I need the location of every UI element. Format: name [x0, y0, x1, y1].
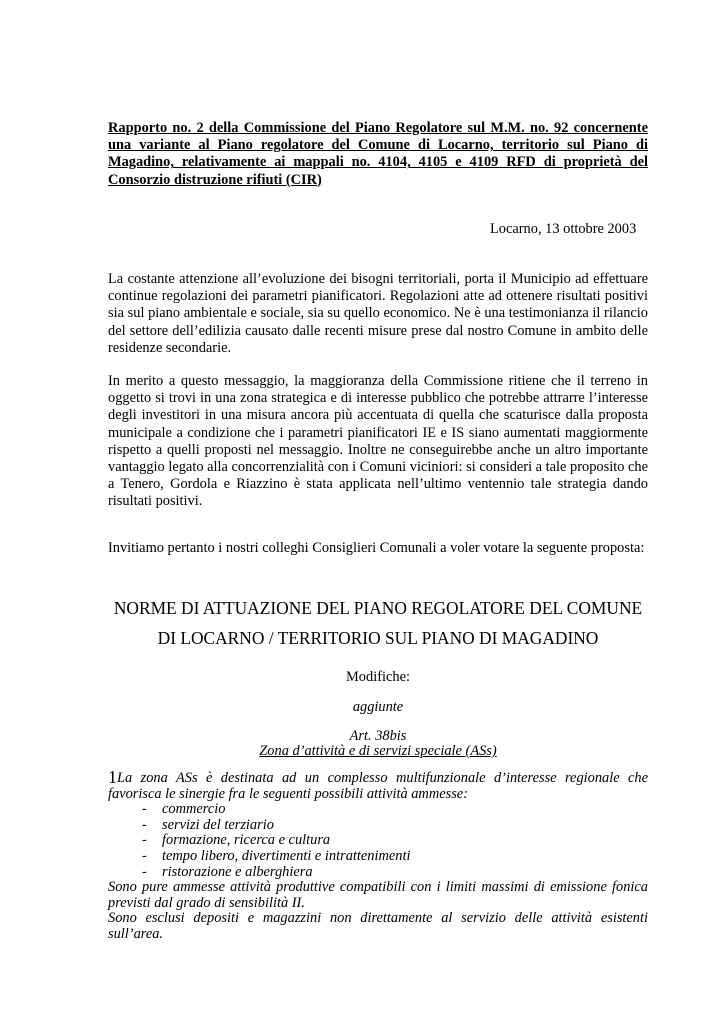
- article-number: Art. 38bis: [349, 728, 407, 744]
- dash-bullet: -: [142, 832, 147, 849]
- modifiche-label: Modifiche:: [346, 669, 410, 685]
- article-body: [108, 767, 648, 943]
- article-name: Zona d’attività e di servizi speciale (ASs): [259, 743, 497, 759]
- list-item: [108, 865, 648, 881]
- list-item: [108, 849, 648, 865]
- article-intro: La zona ASs è destinata ad un complesso multifunzionale d’interesse regionale che favorisca le sinergie fra le seguenti possibili attività ammesse:: [108, 770, 648, 802]
- norms-heading-line-1: NORME DI ATTUAZIONE DEL PIANO REGOLATORE DEL COMUNE: [113, 598, 643, 618]
- list-item: [108, 818, 648, 834]
- article-note-emissions: Sono pure ammesse attività produttive compatibili con i limiti massimi di emissione fonica previsti dal grado di sensibilità II.: [108, 879, 648, 911]
- dash-bullet: -: [142, 816, 147, 833]
- norms-heading-line-2: DI LOCARNO / TERRITORIO SUL PIANO DI MAGADINO: [157, 628, 599, 648]
- list-item: [108, 833, 648, 849]
- list-item-text: ristorazione e alberghiera: [162, 863, 313, 880]
- dash-bullet: -: [142, 801, 147, 818]
- list-item: [108, 802, 648, 818]
- dash-bullet: -: [142, 847, 147, 864]
- dateline: Locarno, 13 ottobre 2003: [490, 221, 637, 237]
- list-item-text: tempo libero, divertimenti e intrattenimenti: [162, 847, 411, 864]
- list-item-text: commercio: [162, 801, 226, 818]
- paragraph-invitation: Invitiamo pertanto i nostri colleghi Consiglieri Comunali a voler votare la seguente proposta:: [108, 540, 645, 556]
- activity-list: [108, 802, 648, 880]
- article-name-wrapper: [108, 743, 648, 760]
- paragraph-commission: In merito a questo messaggio, la maggioranza della Commissione ritiene che il terreno in oggetto si trovi in una zona strategica e di interesse pubblico che potrebbe attrarre l’interesse degli investitori in una misura ancora più accentuata di quella che scaturisce dalla proposta municipale a condizione che i parametri pianificatori IE e IS siano aumentati maggiormente rispetto a quelli proposti nel messaggio. Inoltre ne conseguirebbe anche un altro importante vantaggio legato alla concorrenzialità con i Comuni viciniori: si consideri a tale proposito che a Tenero, Gordola e Riazzino è stata applicata nell’ultimo ventennio tale strategia dando risultati positivi.: [108, 373, 648, 510]
- paragraph-marker: 1: [108, 767, 117, 787]
- dash-bullet: -: [142, 863, 147, 880]
- list-item-text: formazione, ricerca e cultura: [162, 832, 331, 849]
- article-note-storage: Sono esclusi depositi e magazzini non direttamente al servizio delle attività esistenti sull’area.: [108, 910, 648, 942]
- list-item-text: servizi del terziario: [162, 816, 274, 833]
- paragraph-intro: La costante attenzione all’evoluzione dei bisogni territoriali, porta il Municipio ad effettuare continue regolazioni dei parametri pianificatori. Regolazioni atte ad ottenere risultati positivi sia sul piano ambientale e sociale, sia su quello economico. Ne è una testimonianza il rilancio del settore dell’edilizia causato dalle recenti misure prese dal nostro Comune in ambito delle residenze secondarie.: [108, 271, 648, 356]
- report-title: Rapporto no. 2 della Commissione del Piano Regolatore sul M.M. no. 92 concernente una variante al Piano regolatore del Comune di Locarno, territorio sul Piano di Magadino, relativamente ai mappali no. 4104, 4105 e 4109 RFD di proprietà del Consorzio distruzione rifiuti (CIR): [108, 120, 648, 188]
- article-intro-paragraph: [108, 767, 648, 802]
- aggiunte-label: aggiunte: [352, 699, 404, 715]
- report-title-block: [108, 120, 648, 189]
